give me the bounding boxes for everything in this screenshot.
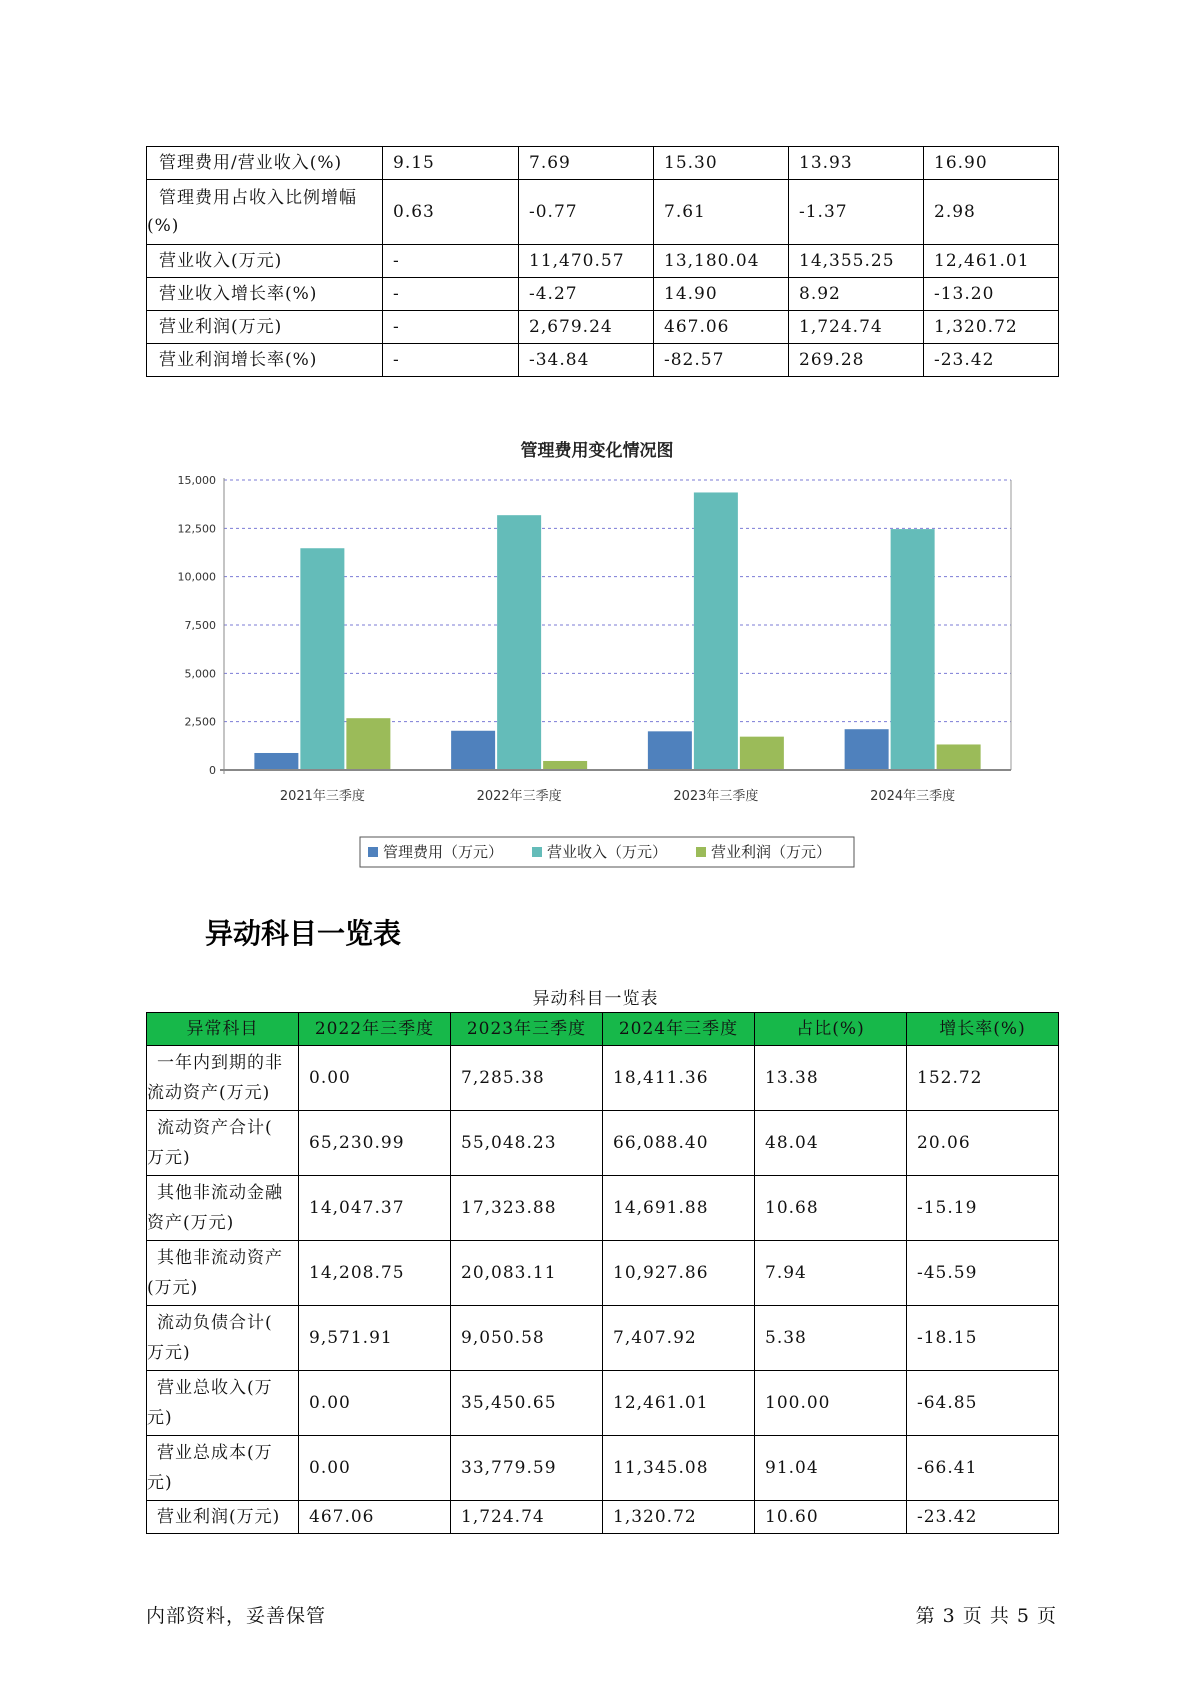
table-row [147, 1436, 1059, 1501]
table-cell: 35,450.65 [451, 1371, 603, 1436]
table-cell: 7,407.92 [603, 1306, 755, 1371]
table-cell: 20,083.11 [451, 1241, 603, 1306]
table-cell: 2.98 [924, 180, 1059, 245]
table-cell: 5.38 [755, 1306, 907, 1371]
row-label-line2: 万元) [147, 1343, 191, 1363]
bar [451, 731, 495, 770]
y-tick-label: 7,500 [184, 619, 216, 632]
row-label [147, 1436, 299, 1501]
table-cell: 9,050.58 [451, 1306, 603, 1371]
table-cell: 10,927.86 [603, 1241, 755, 1306]
table-cell: 48.04 [755, 1111, 907, 1176]
table-cell: -64.85 [907, 1371, 1059, 1436]
table-cell: 0.63 [383, 180, 519, 245]
bar [543, 761, 587, 770]
table-cell: -23.42 [924, 344, 1059, 377]
column-header: 异常科目 [147, 1013, 299, 1046]
x-tick-label: 2023年三季度 [673, 789, 759, 804]
bar [254, 753, 298, 770]
y-tick-label: 10,000 [177, 570, 216, 584]
table-cell: -15.19 [907, 1176, 1059, 1241]
row-label [147, 1176, 299, 1241]
table-row [147, 1111, 1059, 1176]
section-heading: 异动科目一览表 [205, 917, 402, 950]
table-cell: 7.94 [755, 1241, 907, 1306]
row-label-line2: (万元) [147, 1278, 199, 1298]
table-cell: -82.57 [654, 344, 789, 377]
bar [300, 548, 344, 770]
table-cell: 11,470.57 [519, 245, 654, 278]
legend-entry: 营业利润（万元） [711, 843, 832, 861]
anomaly-items-table [146, 1012, 1059, 1534]
table-cell: 9.15 [383, 147, 519, 180]
legend-entry: 管理费用（万元） [383, 843, 504, 861]
y-tick-label: 12,500 [177, 522, 216, 536]
row-label-line2: 资产(万元) [147, 1213, 235, 1233]
table-cell: 17,323.88 [451, 1176, 603, 1241]
table-cell: - [383, 278, 519, 311]
row-label: 营业利润(万元) [147, 1501, 299, 1534]
table-cell: 9,571.91 [299, 1306, 451, 1371]
table-row [147, 1371, 1059, 1436]
table-cell: 13.38 [755, 1046, 907, 1111]
table-cell: 13.93 [789, 147, 924, 180]
table-cell: 18,411.36 [603, 1046, 755, 1111]
legend-entry: 营业收入（万元） [547, 843, 668, 861]
table-cell: 14,691.88 [603, 1176, 755, 1241]
footer-page-number: 第 3 页 共 5 页 [915, 1605, 1057, 1627]
table-cell: 1,320.72 [603, 1501, 755, 1534]
table-cell: 10.60 [755, 1501, 907, 1534]
row-label [147, 1046, 299, 1111]
row-label [147, 1371, 299, 1436]
table-cell: 0.00 [299, 1046, 451, 1111]
bar [346, 718, 390, 770]
table-cell: - [383, 344, 519, 377]
table-cell: 269.28 [789, 344, 924, 377]
footer-confidential-note: 内部资料，妥善保管 [146, 1605, 327, 1627]
table-cell: -34.84 [519, 344, 654, 377]
table-cell: - [383, 245, 519, 278]
table-cell: 55,048.23 [451, 1111, 603, 1176]
column-header: 增长率(%) [907, 1013, 1059, 1046]
row-label: 营业收入(万元) [147, 245, 383, 278]
row-label-line2: (%) [147, 216, 180, 236]
table-cell: 10.68 [755, 1176, 907, 1241]
row-label-line1: 营业总成本(万 [157, 1443, 273, 1463]
row-label: 营业收入增长率(%) [147, 278, 383, 311]
bar [694, 492, 738, 770]
table-cell: -0.77 [519, 180, 654, 245]
table-cell: 20.06 [907, 1111, 1059, 1176]
table-cell: 467.06 [654, 311, 789, 344]
column-header: 2024年三季度 [603, 1013, 755, 1046]
row-label-line2: 万元) [147, 1148, 191, 1168]
row-label-line1: 一年内到期的非 [157, 1053, 283, 1073]
table-cell: -45.59 [907, 1241, 1059, 1306]
table-row [147, 311, 1059, 344]
row-label-line1: 流动负债合计( [157, 1313, 273, 1333]
row-label: 营业利润增长率(%) [147, 344, 383, 377]
table-cell: 1,724.74 [789, 311, 924, 344]
table-caption: 异动科目一览表 [532, 989, 659, 1009]
row-label-line1: 其他非流动金融 [157, 1183, 283, 1203]
bar [497, 515, 541, 770]
table-cell: 66,088.40 [603, 1111, 755, 1176]
row-label-line2: 流动资产(万元) [147, 1083, 271, 1103]
management-expense-chart [160, 430, 1040, 880]
y-tick-label: 15,000 [177, 474, 216, 487]
row-label-line1: 流动资产合计( [157, 1118, 273, 1138]
y-tick-label: 0 [209, 764, 216, 777]
row-label-line1: 其他非流动资产 [157, 1248, 283, 1268]
bar-chart-svg [160, 430, 1040, 880]
y-tick-label: 2,500 [184, 715, 216, 729]
table-row [147, 344, 1059, 377]
x-tick-label: 2024年三季度 [870, 789, 956, 804]
table-cell: 152.72 [907, 1046, 1059, 1111]
row-label [147, 1111, 299, 1176]
table-header-row [147, 1013, 1059, 1046]
table-cell: 11,345.08 [603, 1436, 755, 1501]
column-header: 2023年三季度 [451, 1013, 603, 1046]
chart-title: 管理费用变化情况图 [520, 441, 674, 461]
table-cell: 14,208.75 [299, 1241, 451, 1306]
row-label-line2: 元) [147, 1473, 173, 1493]
table-cell: 7.69 [519, 147, 654, 180]
row-label: 管理费用/营业收入(%) [147, 147, 383, 180]
table-cell: 14.90 [654, 278, 789, 311]
table-cell: 33,779.59 [451, 1436, 603, 1501]
table-cell: 7,285.38 [451, 1046, 603, 1111]
table-cell: 7.61 [654, 180, 789, 245]
chart-legend [360, 837, 854, 867]
legend-swatch [532, 847, 542, 857]
table-cell: -1.37 [789, 180, 924, 245]
table-row [147, 1241, 1059, 1306]
table-cell: 1,320.72 [924, 311, 1059, 344]
table-row [147, 278, 1059, 311]
table-row [147, 1501, 1059, 1534]
table-cell: -66.41 [907, 1436, 1059, 1501]
row-label [147, 1241, 299, 1306]
table-cell: 91.04 [755, 1436, 907, 1501]
table-cell: - [383, 311, 519, 344]
table-cell: 14,047.37 [299, 1176, 451, 1241]
bar [845, 729, 889, 770]
table-cell: 8.92 [789, 278, 924, 311]
bar [648, 731, 692, 770]
column-header: 2022年三季度 [299, 1013, 451, 1046]
table-cell: 12,461.01 [924, 245, 1059, 278]
row-label [147, 180, 383, 245]
table-cell: -4.27 [519, 278, 654, 311]
table-row [147, 1176, 1059, 1241]
bar [740, 737, 784, 770]
table-row [147, 1046, 1059, 1111]
table-cell: -18.15 [907, 1306, 1059, 1371]
table-cell: 13,180.04 [654, 245, 789, 278]
table-cell: 65,230.99 [299, 1111, 451, 1176]
table-cell: 0.00 [299, 1371, 451, 1436]
bar [937, 744, 981, 770]
x-tick-label: 2022年三季度 [476, 789, 562, 804]
table-cell: -23.42 [907, 1501, 1059, 1534]
table-row [147, 245, 1059, 278]
table-row [147, 1306, 1059, 1371]
row-label-line1: 营业总收入(万 [157, 1378, 273, 1398]
table-row [147, 180, 1059, 245]
table-cell: 14,355.25 [789, 245, 924, 278]
row-label-line1: 管理费用占收入比例增幅 [159, 188, 357, 208]
row-label: 营业利润(万元) [147, 311, 383, 344]
table-cell: 16.90 [924, 147, 1059, 180]
row-label [147, 1306, 299, 1371]
table-row [147, 147, 1059, 180]
bar [891, 529, 935, 770]
table-cell: 0.00 [299, 1436, 451, 1501]
table-cell: 15.30 [654, 147, 789, 180]
table-cell: -13.20 [924, 278, 1059, 311]
financial-metrics-table [146, 146, 1059, 377]
y-tick-label: 5,000 [184, 667, 216, 681]
table-cell: 1,724.74 [451, 1501, 603, 1534]
table-cell: 467.06 [299, 1501, 451, 1534]
row-label-line2: 元) [147, 1408, 173, 1428]
legend-swatch [368, 847, 378, 857]
column-header: 占比(%) [755, 1013, 907, 1046]
legend-swatch [696, 847, 706, 857]
table-cell: 100.00 [755, 1371, 907, 1436]
table-cell: 2,679.24 [519, 311, 654, 344]
bars-layer [254, 492, 980, 770]
table-cell: 12,461.01 [603, 1371, 755, 1436]
x-tick-label: 2021年三季度 [279, 789, 365, 804]
